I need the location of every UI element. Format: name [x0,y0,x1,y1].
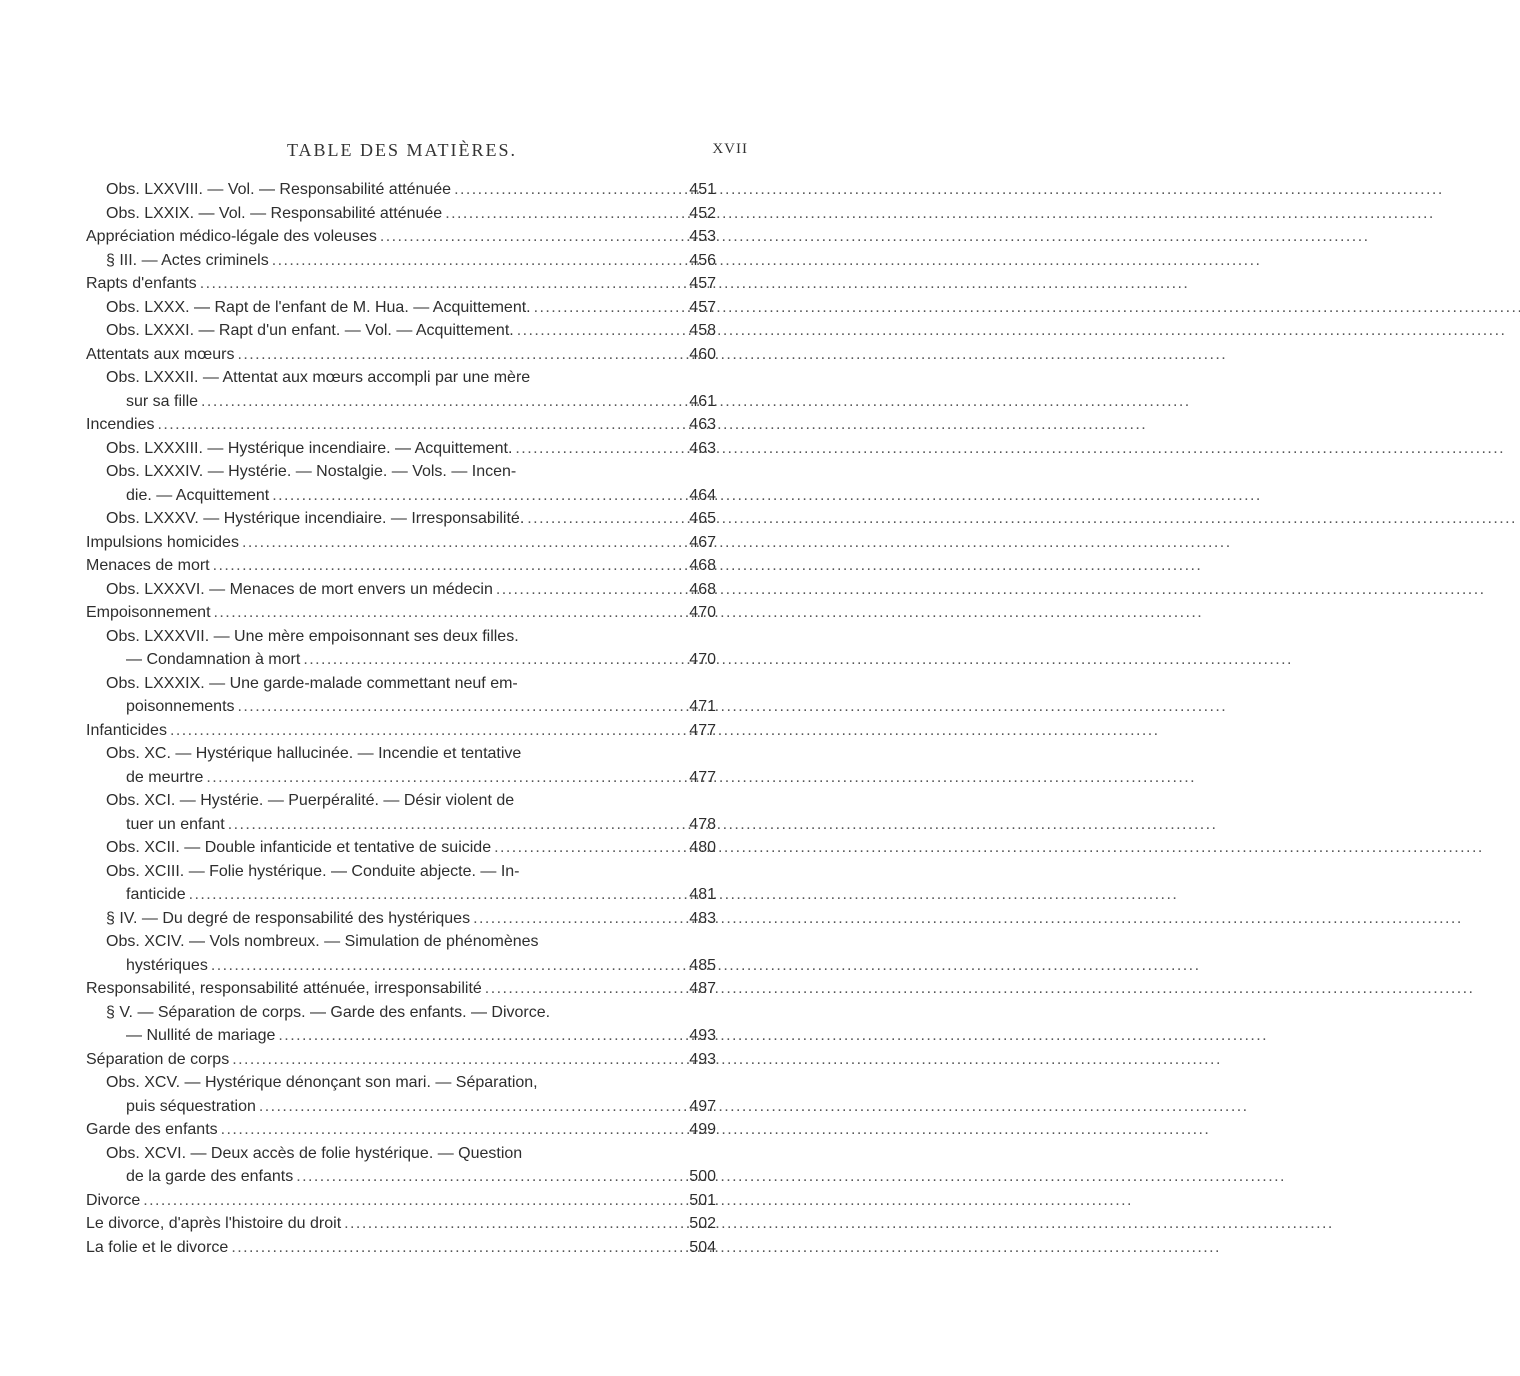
toc-page-number: 493 [689,1027,716,1044]
toc-page-number: 471 [689,698,716,715]
toc-page-number: 501 [689,1191,716,1209]
dot-leader [242,531,683,555]
toc-entry-row [86,719,716,743]
toc-entry-text: Obs. LXXVIII. — Vol. — Responsabilité atténuée [106,181,452,198]
dot-leader [303,648,683,672]
toc-entry [86,930,716,977]
toc-entry [86,977,716,1001]
toc-entry-row [106,178,716,202]
toc-page-number: 485 [689,956,716,974]
toc-page-number: 461 [689,392,716,410]
toc-entry-text: — Nullité de mariage [126,1027,276,1044]
toc-entry [86,249,716,273]
toc-entry [86,437,716,461]
toc-page-number: 497 [689,1097,716,1115]
toc-page-number: 500 [689,1168,716,1185]
dot-leader [143,1189,683,1213]
dot-leader [278,1024,683,1048]
toc-entry-row [106,437,716,461]
toc-entry-text: puis séquestration [126,1097,256,1115]
toc-entry-text: Obs. XCIV. — Vols nombreux. — Simulation de phénomènes [106,933,539,950]
toc-entry [86,860,716,907]
toc-entry [86,202,716,226]
toc-entry-row [106,883,716,907]
toc-entry-text: — Condamnation à mort [126,651,301,668]
dot-leader [272,249,683,273]
toc-entry [86,1236,716,1260]
toc-entry-text: Obs. LXXX. — Rapt de l'enfant de M. Hua. — Acquittement. [106,298,531,316]
toc-page-number: 477 [689,768,716,786]
toc-page-number: 463 [689,439,716,457]
toc-page-number: 480 [689,839,716,856]
toc-page-number: 458 [689,322,716,339]
toc-entry-text: Obs. LXXXI. — Rapt d'un enfant. — Vol. — Acquittement. [106,322,514,339]
toc-page-number: 453 [689,228,716,245]
dot-leader [228,813,683,837]
dot-leader [344,1212,683,1236]
running-header [56,140,748,166]
toc-entry-text: Obs. LXXXII. — Attentat aux mœurs accompli par une mère [106,369,531,386]
toc-entry-row [86,977,716,1001]
toc-entry-text: Obs. XCII. — Double infanticide et tentative de suicide [106,839,492,856]
toc-entry-text: Obs. LXXXVI. — Menaces de mort envers un médecin [106,580,493,598]
toc-entry-row [106,578,716,602]
toc-entry [86,413,716,437]
toc-entry-text: Le divorce, d'après l'histoire du droit [86,1215,342,1232]
toc-entry-text: sur sa fille [126,392,199,410]
toc-entry-row [106,249,716,273]
toc-entry [86,578,716,602]
toc-entry-text: § V. — Séparation de corps. — Garde des enfants. — Divorce. [106,1003,551,1021]
dot-leader [496,578,683,602]
table-of-contents [86,178,716,1259]
toc-entry [86,225,716,249]
toc-entry-text: § IV. — Du degré de responsabilité des hystériques [106,909,471,927]
toc-entry-text: Obs. LXXIX. — Vol. — Responsabilité atténuée [106,204,443,222]
dot-leader [200,272,683,296]
toc-entry-row [86,1236,716,1260]
toc-page-number: 460 [689,345,716,363]
dot-leader [527,507,683,531]
dot-leader [231,1236,683,1260]
toc-entry [86,907,716,931]
toc-entry-text: Infanticides [86,721,167,739]
toc-page-number: 487 [689,980,716,997]
toc-entry [86,460,716,507]
toc-entry-text: Obs. LXXXIX. — Une garde-malade commettant neuf em- [106,674,518,692]
toc-entry-row [86,601,716,625]
toc-entry-text: Responsabilité, responsabilité atténuée, irresponsabilité [86,980,482,997]
toc-entry [86,1189,716,1213]
toc-page-number: 504 [689,1238,716,1256]
toc-entry-row [106,813,716,837]
dot-leader [206,766,683,790]
toc-entry-row [86,413,716,437]
toc-entry-text: Empoisonnement [86,604,211,621]
toc-entry-row [106,766,716,790]
toc-entry-text: Obs. LXXXVII. — Une mère empoisonnant ses deux filles. [106,627,519,645]
dot-leader [170,719,683,743]
dot-leader [517,319,683,343]
toc-entry-row [106,648,716,672]
toc-entry-text: Appréciation médico-légale des voleuses [86,228,377,245]
running-title: TABLE DES MATIÈRES. [286,140,518,160]
toc-entry-row [106,907,716,931]
toc-entry-text: Rapts d'enfants [86,275,197,292]
toc-entry-row [86,1048,716,1072]
toc-entry-text: Obs. XC. — Hystérique hallucinée. — Incendie et tentative [106,745,522,762]
toc-page-number: 465 [689,510,716,527]
toc-entry-row [106,484,716,508]
page-folio: XVII [712,141,748,157]
toc-entry-text: Divorce [86,1191,141,1209]
toc-page-number: 463 [689,416,716,433]
dot-leader [296,1165,683,1189]
toc-page-number: 468 [689,557,716,574]
toc-entry [86,554,716,578]
toc-entry [86,1212,716,1236]
dot-leader [211,954,683,978]
toc-page-number: 477 [689,721,716,739]
dot-leader [272,484,683,508]
toc-entry [86,531,716,555]
toc-entry-text: fanticide [126,886,186,903]
toc-entry [86,1048,716,1072]
toc-entry [86,601,716,625]
toc-entry-row [106,836,716,860]
toc-entry-row [86,1189,716,1213]
toc-entry [86,742,716,789]
toc-entry-text: § III. — Actes criminels [106,251,269,269]
toc-entry [86,719,716,743]
toc-page-number: 452 [689,204,716,222]
toc-entry [86,319,716,343]
toc-entry-row [106,695,716,719]
toc-entry-text: de meurtre [126,768,204,786]
dot-leader [515,437,683,461]
toc-entry-text: La folie et le divorce [86,1238,229,1256]
toc-entry [86,1142,716,1189]
toc-page-number: 481 [689,886,716,903]
toc-entry-text: Garde des enfants [86,1121,218,1138]
toc-entry [86,343,716,367]
toc-entry-row [106,390,716,414]
toc-entry-row [86,531,716,555]
toc-entry-text: hystériques [126,956,208,974]
toc-entry-row [86,554,716,578]
dot-leader [238,343,684,367]
dot-leader [380,225,683,249]
toc-entry-row [106,1165,716,1189]
toc-entry-text: de la garde des enfants [126,1168,294,1185]
toc-page-number: 457 [689,298,716,316]
toc-entry-text: Impulsions homicides [86,533,239,551]
dot-leader [238,695,683,719]
dot-leader [259,1095,683,1119]
toc-page-number: 470 [689,604,716,621]
toc-entry [86,1001,716,1048]
dot-leader [445,202,683,226]
toc-entry-row [86,272,716,296]
toc-entry-row [86,1212,716,1236]
dot-leader [494,836,683,860]
toc-page-number: 470 [689,651,716,668]
toc-entry [86,625,716,672]
toc-page-number: 483 [689,909,716,927]
dot-leader [201,390,683,414]
toc-entry-row [106,296,716,320]
toc-entry-text: tuer un enfant [126,815,225,833]
toc-entry [86,789,716,836]
toc-entry [86,1071,716,1118]
dot-leader [158,413,684,437]
toc-page-number: 457 [689,275,716,292]
toc-entry-text: Obs. XCIII. — Folie hystérique. — Conduite abjecte. — In- [106,862,520,880]
toc-entry-text: Attentats aux mœurs [86,345,235,363]
toc-entry [86,836,716,860]
toc-entry [86,178,716,202]
toc-page-number: 468 [689,580,716,598]
toc-entry-row [106,319,716,343]
toc-entry-row [86,343,716,367]
toc-entry [86,366,716,413]
dot-leader [454,178,683,202]
toc-page-number: 467 [689,533,716,551]
toc-page-number: 502 [689,1215,716,1232]
toc-entry [86,296,716,320]
toc-entry-row [86,225,716,249]
dot-leader [473,907,683,931]
dot-leader [232,1048,683,1072]
dot-leader [485,977,683,1001]
toc-entry [86,272,716,296]
toc-entry-row [106,202,716,226]
toc-entry-row [106,954,716,978]
toc-entry-text: Obs. LXXXV. — Hystérique incendiaire. — Irresponsabilité. [106,510,525,527]
toc-entry [86,672,716,719]
toc-entry [86,507,716,531]
toc-page-number: 456 [689,251,716,269]
toc-entry-text: Menaces de mort [86,557,210,574]
toc-entry-text: Obs. LXXXIV. — Hystérie. — Nostalgie. — Vols. — Incen- [106,463,517,480]
dot-leader [534,296,683,320]
toc-entry-text: poisonnements [126,698,235,715]
dot-leader [214,601,683,625]
toc-page-number: 478 [689,815,716,833]
toc-entry-text: Obs. LXXXIII. — Hystérique incendiaire. — Acquittement. [106,439,513,457]
toc-entry-row [86,1118,716,1142]
toc-entry-text: Obs. XCVI. — Deux accès de folie hystérique. — Question [106,1144,523,1162]
toc-page-number: 464 [689,486,716,504]
toc-entry-row [106,1095,716,1119]
dot-leader [189,883,683,907]
toc-page-number: 493 [689,1050,716,1068]
toc-entry-text: Incendies [86,416,155,433]
toc-page-number: 499 [689,1121,716,1138]
toc-entry-text: die. — Acquittement [126,486,270,504]
toc-entry [86,1118,716,1142]
toc-entry-row [106,1024,716,1048]
toc-entry-text: Obs. XCV. — Hystérique dénonçant son mari. — Séparation, [106,1074,538,1091]
toc-entry-row [106,507,716,531]
toc-page-number: 451 [689,181,716,198]
dot-leader [221,1118,683,1142]
toc-entry-text: Obs. XCI. — Hystérie. — Puerpéralité. — Désir violent de [106,792,515,809]
toc-entry-text: Séparation de corps [86,1050,230,1068]
dot-leader [213,554,683,578]
